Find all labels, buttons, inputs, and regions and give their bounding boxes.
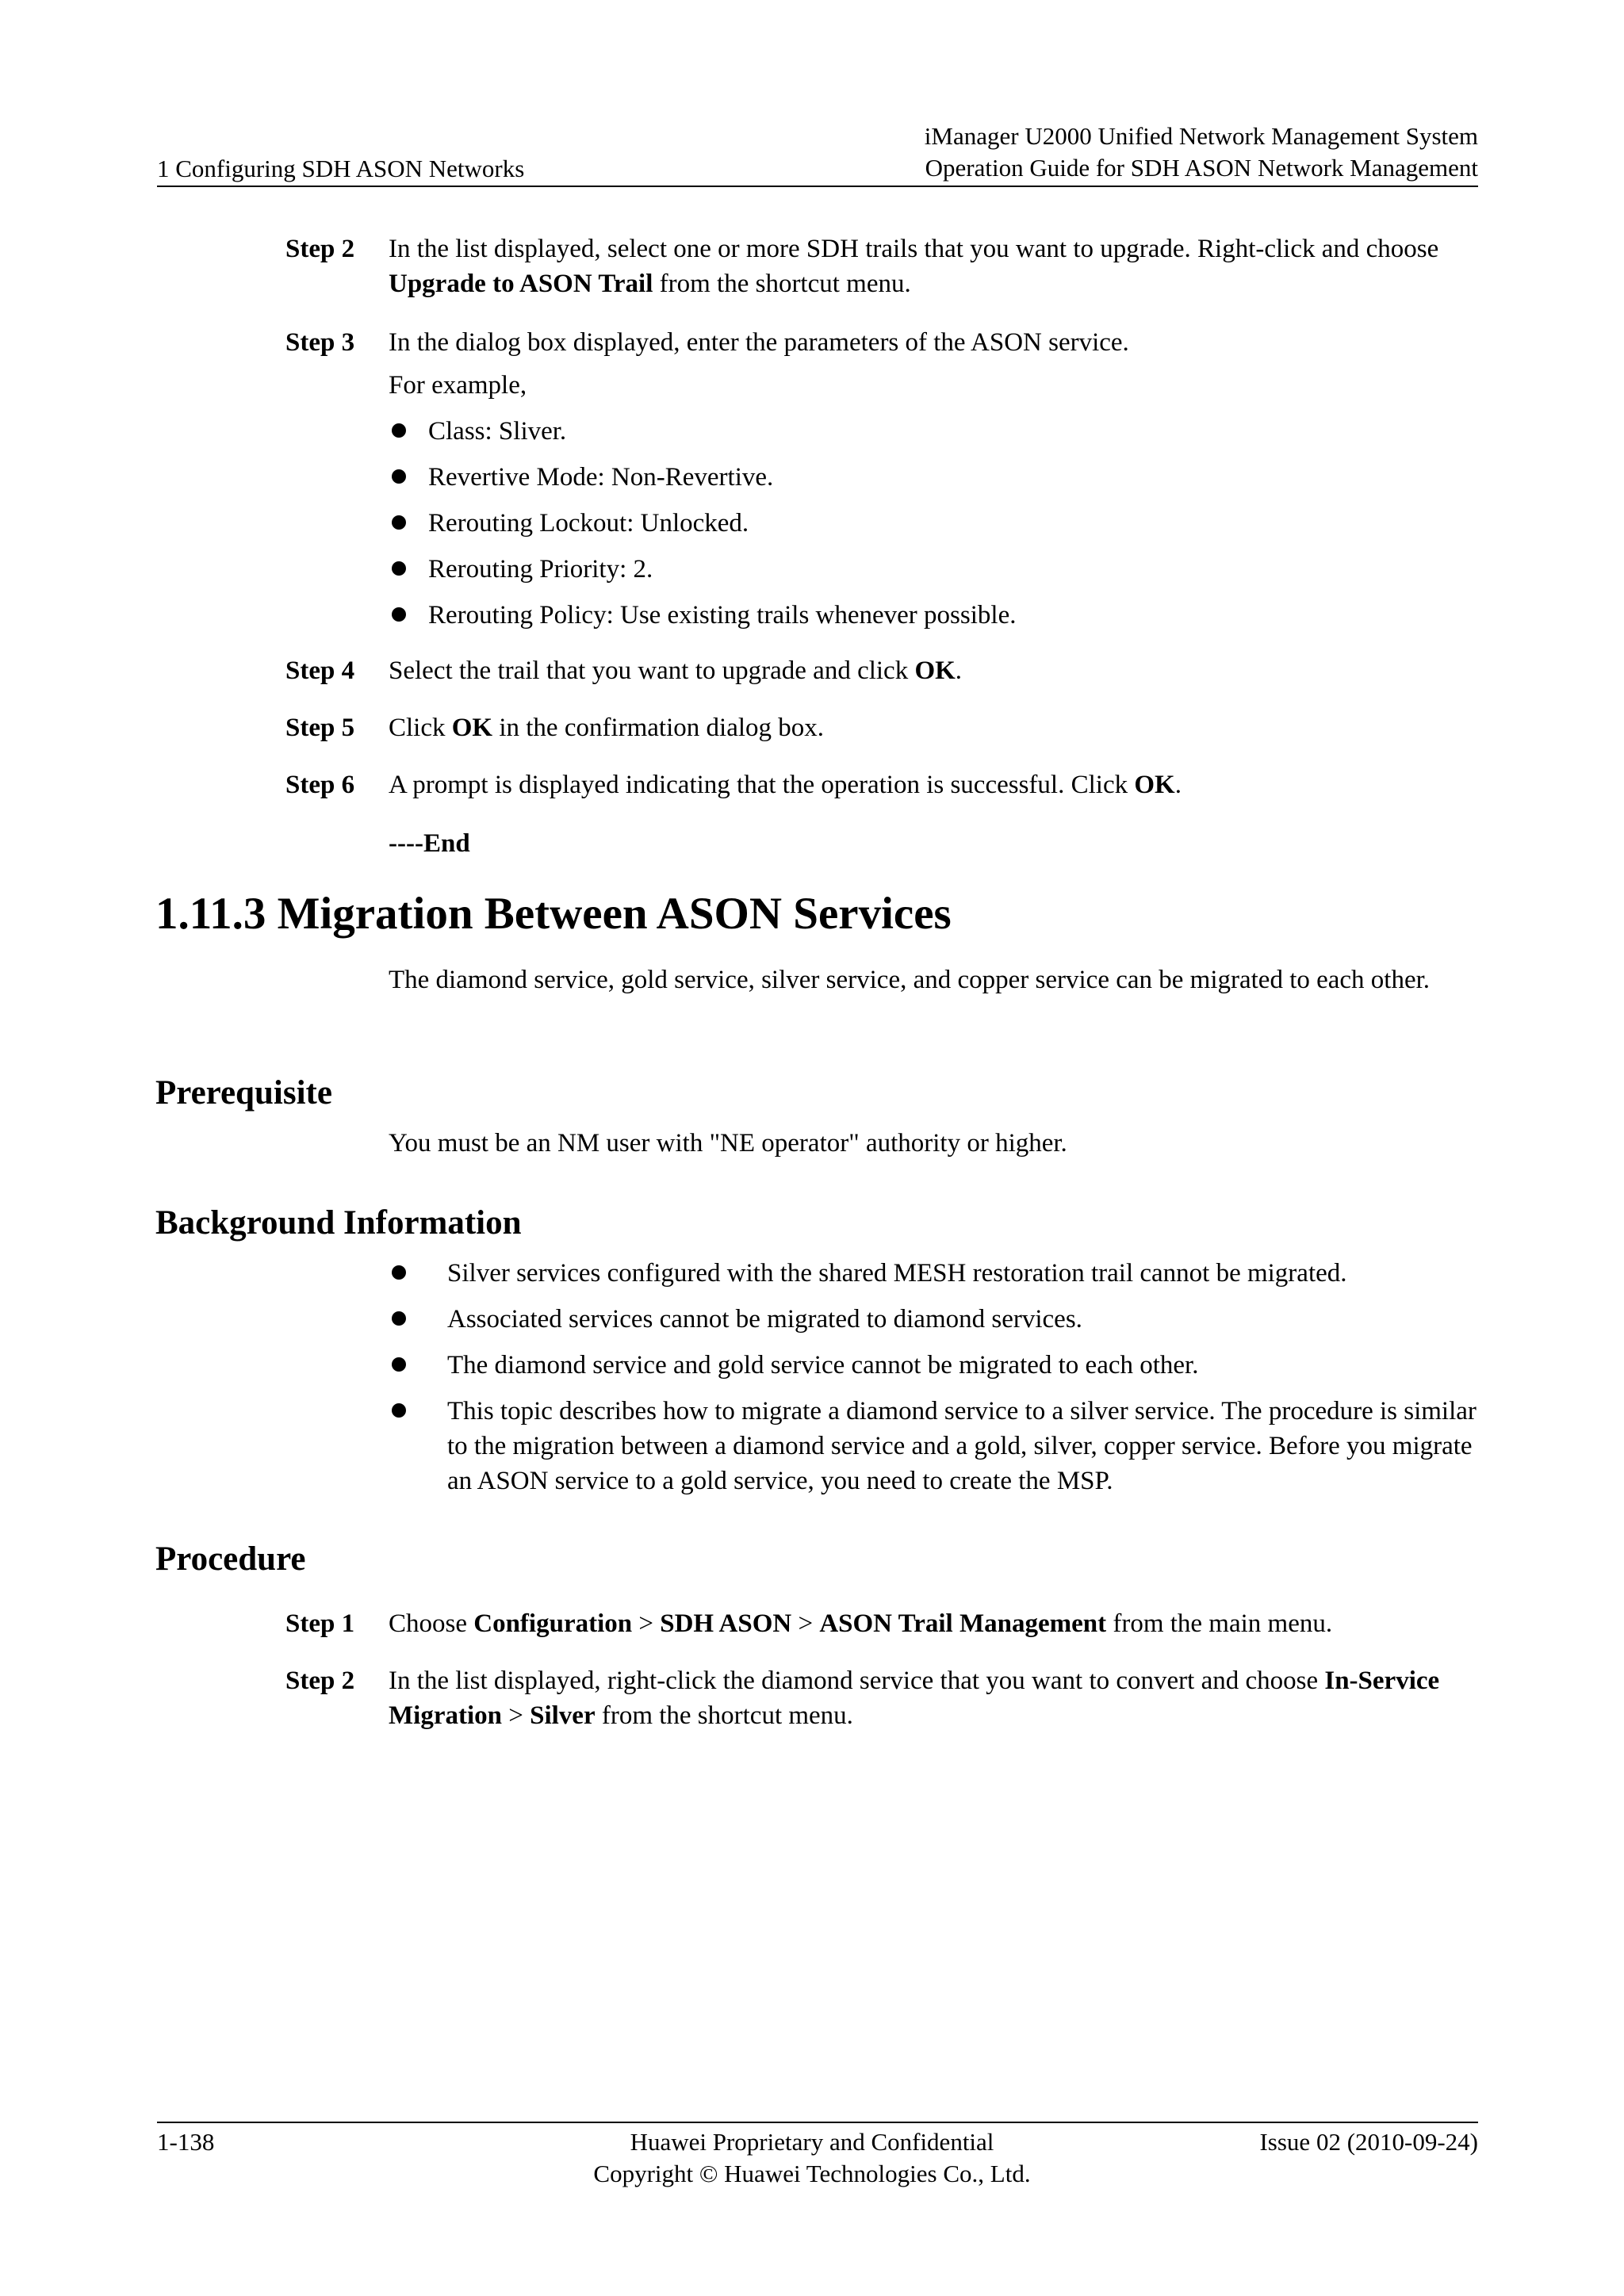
step-label: Step 6 — [285, 771, 355, 799]
list-item: The diamond service and gold service cannot be migrated to each other. — [389, 1348, 1483, 1383]
step-text: Select the trail that you want to upgrade and click OK. — [389, 656, 963, 685]
header-rule — [157, 186, 1478, 187]
step-label: Step 2 — [285, 235, 355, 263]
list-item: Class: Sliver. — [389, 414, 1483, 460]
step-label: Step 3 — [285, 328, 355, 357]
header-product — [925, 121, 1478, 184]
bullet-icon — [392, 469, 406, 484]
step-text: In the list displayed, select one or more SDH trails that you want to upgrade. Right-click and choose Upgrade to ASON Trail from the shortcut menu. — [389, 235, 1439, 298]
list-item: Rerouting Lockout: Unlocked. — [389, 506, 1483, 552]
list-item: Rerouting Priority: 2. — [389, 552, 1483, 598]
parameter-list — [389, 414, 1483, 644]
footer-rule — [157, 2122, 1478, 2123]
step-text: A prompt is displayed indicating that the operation is successful. Click OK. — [389, 771, 1182, 799]
bullet-icon — [392, 1265, 406, 1280]
list-item: Associated services cannot be migrated to diamond services. — [389, 1302, 1483, 1337]
footer-copyright-line: Copyright © Huawei Technologies Co., Ltd. — [593, 2160, 1031, 2187]
bullet-icon — [392, 1311, 406, 1326]
example-intro: For example, — [389, 371, 527, 400]
bullet-icon — [392, 607, 406, 622]
bullet-icon — [392, 561, 406, 576]
menu-ason-trail-management: ASON Trail Management — [819, 1609, 1107, 1638]
end-marker: ----End — [389, 829, 470, 858]
step-label: Step 1 — [285, 1609, 355, 1638]
list-item: This topic describes how to migrate a diamond service to a silver service. The procedure is similar to the migration between a diamond service and a gold, silver, copper service. Before you migrate an ASON service to a gold service, you need to create the MSP. — [389, 1394, 1483, 1498]
background-list — [389, 1256, 1483, 1510]
bullet-icon — [392, 1357, 406, 1372]
footer-issue: Issue 02 (2010-09-24) — [1259, 2128, 1478, 2156]
header-product-line1: iManager U2000 Unified Network Management System — [924, 122, 1478, 150]
section-intro: The diamond service, gold service, silver service, and copper service can be migrated to each other. — [389, 966, 1431, 994]
step-text: In the dialog box displayed, enter the parameters of the ASON service. — [389, 328, 1129, 357]
procedure-heading: Procedure — [155, 1540, 306, 1578]
step-text: Choose Configuration > SDH ASON > ASON Trail Management from the main menu. — [389, 1609, 1333, 1638]
footer-confidential: Huawei Proprietary and Confidential — [630, 2128, 994, 2156]
list-item: Silver services configured with the shared MESH restoration trail cannot be migrated. — [389, 1256, 1483, 1291]
header-chapter: 1 Configuring SDH ASON Networks — [157, 155, 525, 182]
page-number: 1-138 — [157, 2128, 215, 2156]
menu-in-service-migration: In-Service Migration — [389, 1667, 1440, 1730]
menu-configuration: Configuration — [473, 1609, 633, 1638]
step-label: Step 5 — [285, 714, 355, 742]
menu-item-upgrade-to-ason-trail: Upgrade to ASON Trail — [389, 270, 653, 298]
section-title: 1.11.3 Migration Between ASON Services — [155, 889, 952, 939]
step-text: Click OK in the confirmation dialog box. — [389, 714, 825, 742]
bullet-icon — [392, 423, 406, 438]
step-label: Step 2 — [285, 1667, 355, 1695]
step-label: Step 4 — [285, 656, 355, 685]
menu-sdh-ason: SDH ASON — [660, 1609, 792, 1638]
header-product-line2: Operation Guide for SDH ASON Network Management — [925, 154, 1478, 182]
list-item: Revertive Mode: Non-Revertive. — [389, 460, 1483, 506]
prerequisite-text: You must be an NM user with "NE operator" authority or higher. — [389, 1129, 1067, 1158]
prerequisite-heading: Prerequisite — [155, 1074, 332, 1112]
list-item: Rerouting Policy: Use existing trails whenever possible. — [389, 598, 1483, 644]
menu-silver: Silver — [530, 1701, 596, 1730]
bullet-icon — [392, 1403, 406, 1418]
bullet-icon — [392, 515, 406, 530]
background-heading: Background Information — [155, 1204, 522, 1242]
step-text: In the list displayed, right-click the diamond service that you want to convert and choose In-Service Migration > Silver from the shortcut menu. — [389, 1667, 1440, 1730]
